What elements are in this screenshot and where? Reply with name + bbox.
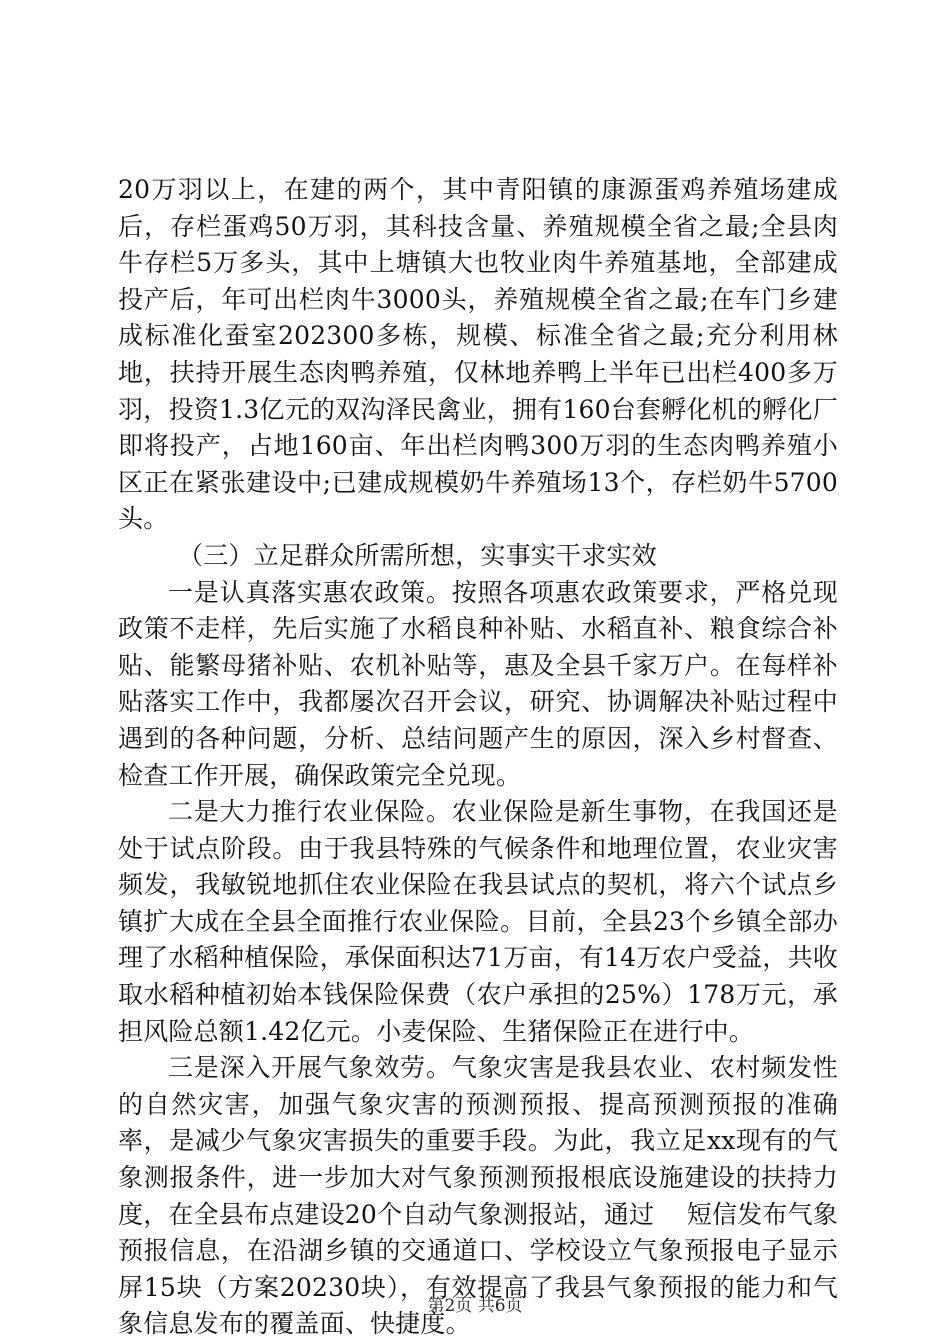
page-footer [0,1291,950,1316]
document-body [118,172,838,1343]
page-number-label: 第2页 共6页 [427,1296,523,1316]
section-heading-3: （三）立足群众所需所想，实事实干求实效 [178,540,657,570]
paragraph-livestock-continuation: 20万羽以上，在建的两个，其中青阳镇的康源蛋鸡养殖场建成后，存栏蛋鸡50万羽，其科技含量、养殖规模全省之最;全县肉牛存栏5万多头，其中上塘镇大也牧业肉牛养殖基地，全部建成投产后，年可出栏肉牛3000头，养殖规模全省之最;在车门乡建成标准化蚕室202300多栋，规模、标准全省之最;充分利用林地，扶持开展生态肉鸭养殖，仅林地养鸭上半年已出栏400多万羽，投资1.3亿元的双沟泽民禽业，拥有160台套孵化机的孵化厂即将投产，占地160亩、年出栏肉鸭300万羽的生态肉鸭养殖小区正在紧张建设中;已建成规模奶牛养殖场13个，存栏奶牛5700头。 [118,175,838,534]
paragraph-weather-service: 三是深入开展气象效劳。气象灾害是我县农业、农村频发性的自然灾害，加强气象灾害的预测预报、提高预测预报的准确率，是减少气象灾害损失的重要手段。为此，我立足xx现有的气象测报条件，进一步加大对气象预测预报根底设施建设的扶持力度，在全县布点建设20个自动气象测报站，通过 短信发布气象预报信息，在沿湖乡镇的交通道口、学校设立气象预报电子显示屏15块（方案20230块），有效提高了我县气象预报的能力和气象信息发布的覆盖面、快捷度。 [118,1053,839,1339]
paragraph-subsidy-policy: 一是认真落实惠农政策。按照各项惠农政策要求，严格兑现政策不走样，先后实施了水稻良种补贴、水稻直补、粮食综合补贴、能繁母猪补贴、农机补贴等，惠及全县千家万户。在每样补贴落实工作中，我都屡次召开会议，研究、协调解决补贴过程中遇到的各种问题，分析、总结问题产生的原因，深入乡村督查、检查工作开展，确保政策完全兑现。 [118,577,838,790]
paragraph-agri-insurance: 二是大力推行农业保险。农业保险是新生事物，在我国还是处于试点阶段。由于我县特殊的气候条件和地理位置，农业灾害频发，我敏锐地抓住农业保险在我县试点的契机，将六个试点乡镇扩大成在全县全面推行农业保险。目前，全县23个乡镇全部办理了水稻种植保险，承保面积达71万亩，有14万农户受益，共收取水稻种植初始本钱保险保费（农户承担的25%）178万元，承担风险总额1.42亿元。小麦保险、生猪保险正在进行中。 [118,797,838,1046]
